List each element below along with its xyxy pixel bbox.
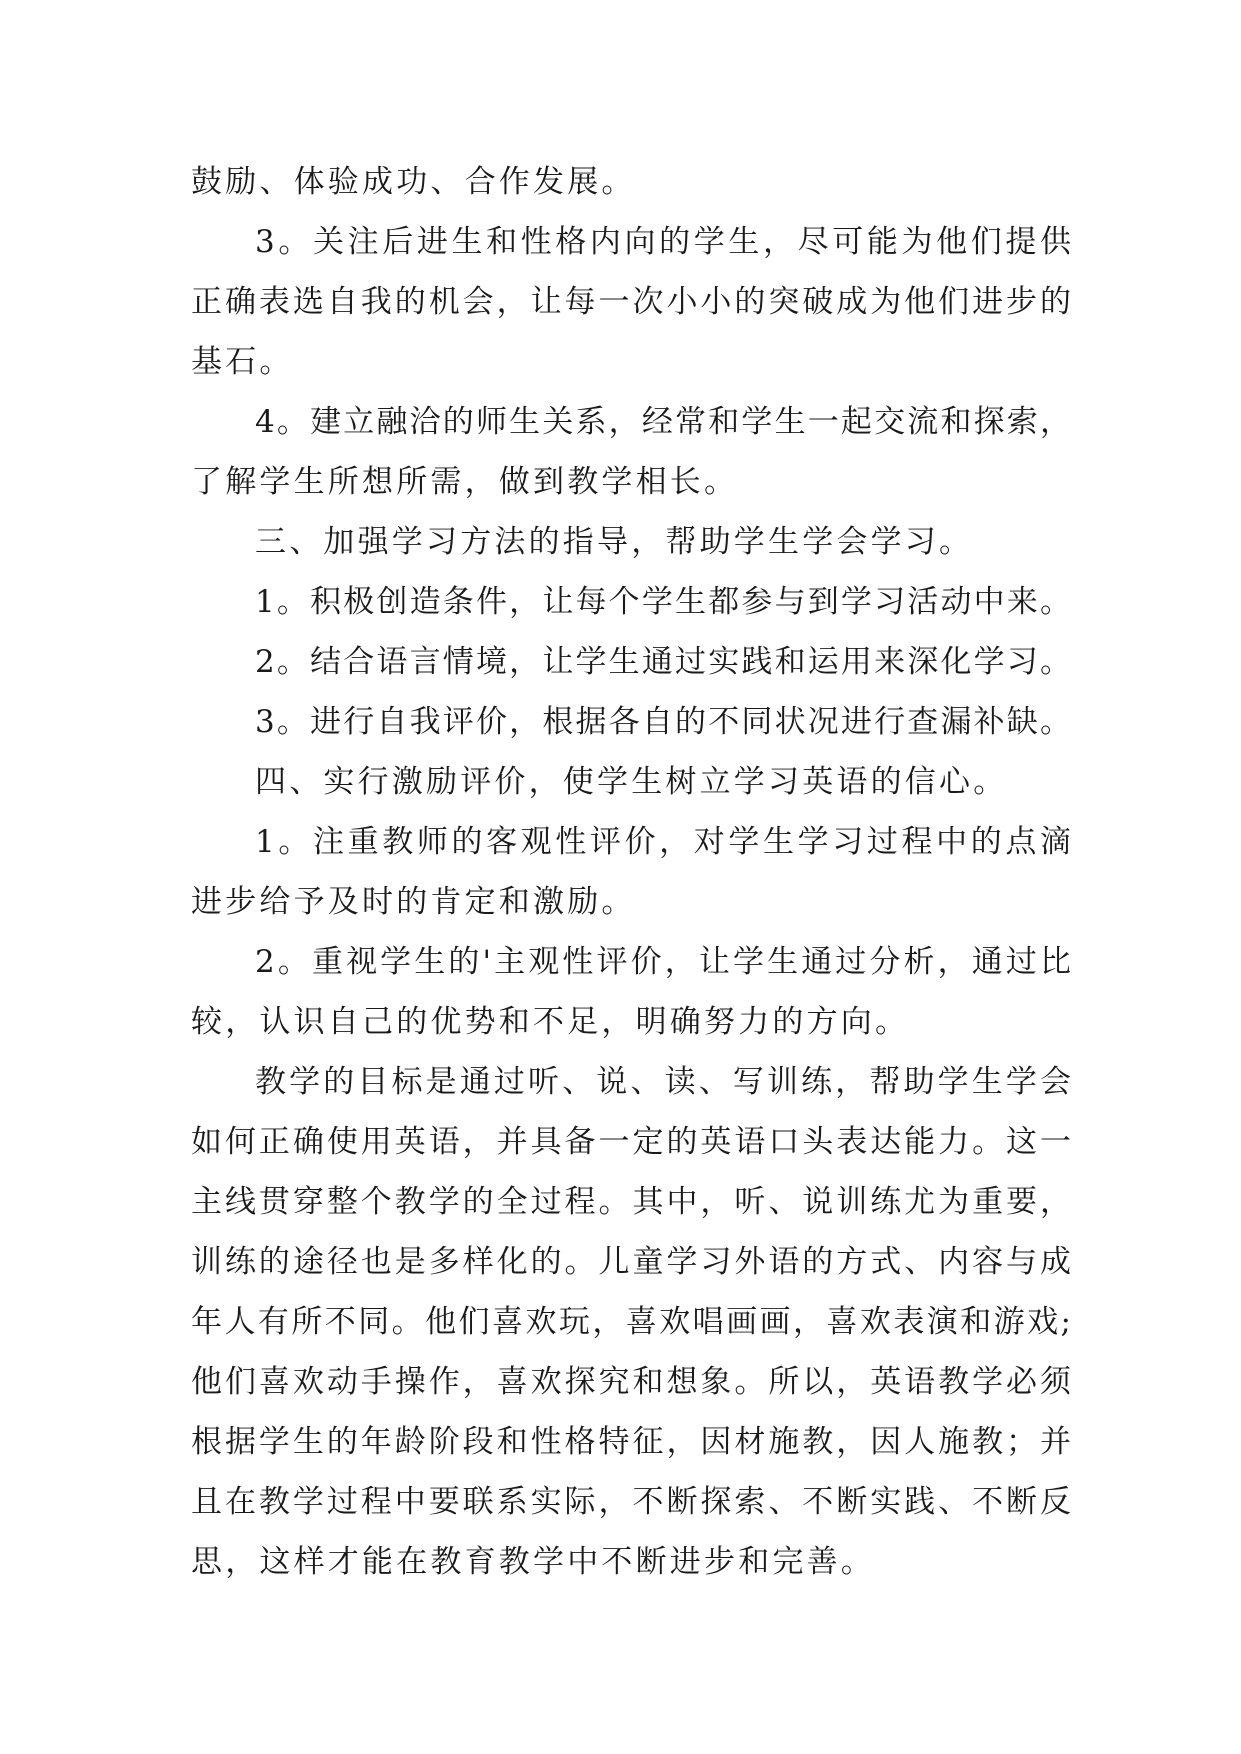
paragraph-line: 4。建立融洽的师生关系，经常和学生一起交流和探索， [255,404,1071,440]
paragraph-line: 了解学生所想所需，做到教学相长。 [191,464,739,500]
paragraph-line: 进步给予及时的肯定和激励。 [191,884,636,920]
list-item: 3。进行自我评价，根据各自的不同状况进行查漏补缺。 [255,704,1071,740]
paragraph-line: 如何正确使用英语，并具备一定的英语口头表达能力。这一 [191,1124,1071,1160]
paragraph-line: 3。关注后进生和性格内向的学生，尽可能为他们提供 [255,224,1071,260]
document-body [191,152,1071,1592]
paragraph-line: 较，认识自己的优势和不足，明确努力的方向。 [191,1004,910,1040]
paragraph-line: 他们喜欢动手操作，喜欢探究和想象。所以，英语教学必须 [191,1364,1071,1400]
list-item: 1。注重教师的客观性评价，对学生学习过程中的点滴 [255,824,1071,860]
paragraph-line: 正确表选自我的机会，让每一次小小的突破成为他们进步的 [191,284,1071,320]
list-item: 2。重视学生的'主观性评价，让学生通过分析，通过比 [255,944,1071,980]
section-heading: 四、实行激励评价，使学生树立学习英语的信心。 [255,764,1008,800]
list-item: 1。积极创造条件，让每个学生都参与到学习活动中来。 [255,584,1071,620]
paragraph-line: 且在教学过程中要联系实际，不断探索、不断实践、不断反 [191,1484,1071,1520]
list-item: 2。结合语言情境，让学生通过实践和运用来深化学习。 [255,644,1071,680]
paragraph-line: 根据学生的年龄阶段和性格特征，因材施教，因人施教；并 [191,1424,1071,1460]
paragraph-line: 思，这样才能在教育教学中不断进步和完善。 [191,1544,875,1580]
section-heading: 三、加强学习方法的指导，帮助学生学会学习。 [255,524,974,560]
paragraph-line: 训练的途径也是多样化的。儿童学习外语的方式、内容与成 [191,1244,1071,1280]
paragraph-line: 基石。 [191,344,294,380]
paragraph-line: 年人有所不同。他们喜欢玩，喜欢唱画画，喜欢表演和游戏; [191,1304,1071,1340]
paragraph-line: 教学的目标是通过听、说、读、写训练，帮助学生学会 [255,1064,1071,1100]
paragraph-line: 鼓励、体验成功、合作发展。 [191,164,636,200]
paragraph-line: 主线贯穿整个教学的全过程。其中，听、说训练尤为重要， [191,1184,1071,1220]
